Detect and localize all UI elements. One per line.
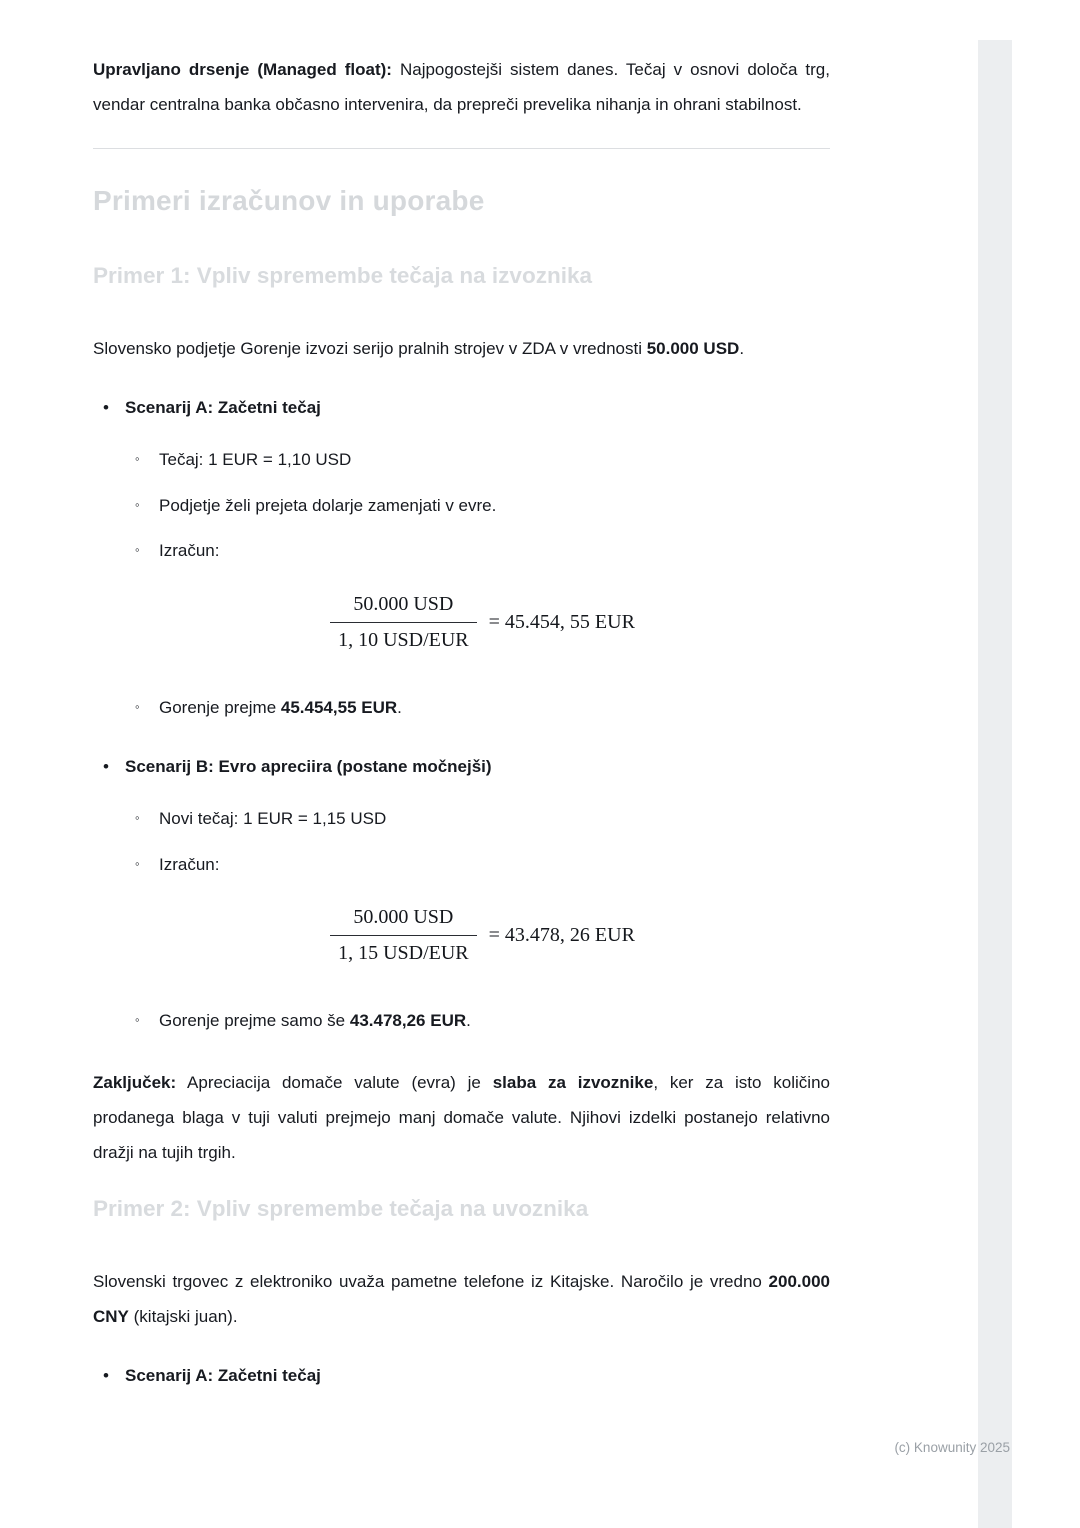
section-divider — [93, 148, 830, 149]
conclusion-paragraph — [93, 1065, 830, 1170]
scenario-a-title: Scenarij A: Začetni tečaj — [125, 398, 321, 418]
managed-float-text: Najpogostejši sistem danes. Tečaj v osnovi določa trg, vendar centralna banka občasno intervenira, da prepreči prevelika nihanja in ohrani stabilnost. — [93, 60, 830, 115]
list-item-text: Novi tečaj: 1 EUR = 1,15 USD — [159, 809, 387, 829]
example2-intro-amount: 200.000 CNY — [93, 1271, 830, 1326]
list-item-text: Podjetje želi prejeta dolarje zamenjati v evre. — [159, 495, 497, 515]
circle-bullet-icon: ◦ — [135, 1012, 140, 1028]
example1-intro-end: . — [739, 339, 745, 359]
bullet-icon: • — [103, 398, 109, 418]
circle-bullet-icon: ◦ — [135, 542, 140, 558]
scenario-b-sublist — [135, 803, 830, 1036]
example2-intro-end: (kitajski juan). — [128, 1306, 238, 1326]
result-end: . — [397, 697, 402, 717]
circle-bullet-icon: ◦ — [135, 496, 140, 512]
conclusion-text2: , ker za isto količino prodanega blaga v tuji valuti prejmejo manj domače valute. Njihovi izdelki postanejo relativno dražji na tujih trgih. — [93, 1072, 830, 1162]
fraction-denominator: 1, 15 USD/EUR — [338, 942, 469, 965]
example2-intro-text: Slovenski trgovec z elektroniko uvaža pametne telefone iz Kitajske. Naročilo je vredno — [93, 1271, 769, 1291]
paragraph-managed-float — [93, 52, 830, 122]
fraction-denominator: 1, 10 USD/EUR — [338, 628, 469, 651]
result-line — [159, 1005, 830, 1036]
scenario-b-title: Scenarij B: Evro apreciira (postane močnejši) — [125, 757, 492, 777]
result-text: Gorenje prejme — [159, 697, 281, 717]
list-item — [135, 535, 830, 566]
circle-bullet-icon: ◦ — [135, 451, 140, 467]
result-text: Gorenje prejme samo še — [159, 1011, 350, 1031]
document-content — [93, 52, 830, 1406]
fraction-numerator: 50.000 USD — [330, 906, 477, 936]
list-item-result — [135, 1005, 830, 1036]
circle-bullet-icon: ◦ — [135, 855, 140, 871]
circle-bullet-icon: ◦ — [135, 698, 140, 714]
example1-intro-text: Slovensko podjetje Gorenje izvozi serijo pralnih strojev v ZDA v vrednosti — [93, 339, 647, 359]
conclusion-text1: Apreciacija domače valute (evra) je — [176, 1072, 493, 1092]
list-item-scenario-b — [93, 751, 830, 1051]
fraction — [330, 906, 477, 965]
list-item-text: Izračun: — [159, 541, 220, 561]
example1-heading: Primer 1: Vpliv spremembe tečaja na izvoznika — [93, 263, 592, 289]
example2-intro — [93, 1264, 830, 1334]
formula-scenario-b — [135, 906, 830, 965]
example1-list — [93, 392, 830, 1051]
bullet-icon: • — [103, 757, 109, 777]
scenario-a-sublist — [135, 444, 830, 723]
result-line — [159, 692, 830, 723]
scenario-a2-title: Scenarij A: Začetni tečaj — [125, 1365, 321, 1385]
list-item — [135, 849, 830, 880]
result-end: . — [466, 1011, 471, 1031]
formula-result: = 43.478, 26 EUR — [488, 924, 635, 947]
copyright-notice: (c) Knowunity 2025 — [894, 1440, 1010, 1455]
example2-list — [93, 1360, 830, 1392]
managed-float-term: Upravljano drsenje (Managed float): — [93, 60, 392, 79]
example1-intro — [93, 331, 830, 366]
section-heading: Primeri izračunov in uporabe — [93, 185, 485, 217]
result-amount: 43.478,26 EUR — [349, 1011, 467, 1031]
list-item — [135, 803, 830, 834]
formula-result: = 45.454, 55 EUR — [488, 610, 635, 633]
list-item-text: Tečaj: 1 EUR = 1,10 USD — [159, 450, 352, 470]
fraction-numerator: 50.000 USD — [330, 593, 477, 623]
result-amount: 45.454,55 EUR — [280, 697, 398, 717]
conclusion-label: Zaključek: — [93, 1072, 177, 1092]
list-item-scenario-a — [93, 392, 830, 737]
circle-bullet-icon: ◦ — [135, 810, 140, 826]
fraction — [330, 593, 477, 652]
formula-scenario-a — [135, 593, 830, 652]
list-item-text: Izračun: — [159, 854, 220, 874]
example1-intro-amount: 50.000 USD — [646, 339, 740, 359]
example2-heading: Primer 2: Vpliv spremembe tečaja na uvoznika — [93, 1195, 589, 1221]
list-item — [135, 490, 830, 521]
conclusion-emphasis: slaba za izvoznike — [492, 1072, 654, 1092]
list-item — [135, 444, 830, 475]
list-item-result — [135, 692, 830, 723]
page-edge-strip — [978, 40, 1012, 1528]
bullet-icon: • — [103, 1365, 109, 1385]
list-item-scenario-a2 — [93, 1360, 830, 1392]
